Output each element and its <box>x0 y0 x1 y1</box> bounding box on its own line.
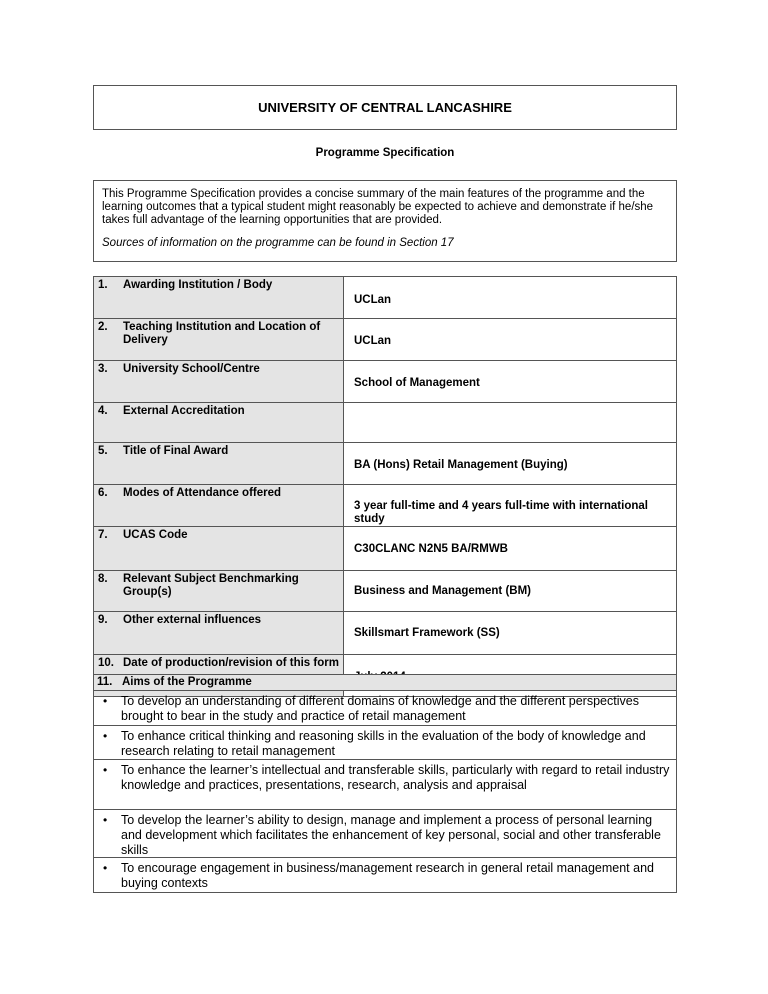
table-row <box>94 527 677 571</box>
table-row <box>94 361 677 403</box>
row-label: Awarding Institution / Body <box>123 279 273 291</box>
specification-table <box>93 276 677 697</box>
row-number: 4. <box>98 405 108 417</box>
intro-box <box>93 180 677 262</box>
aim-text: To develop an understanding of different domains of knowledge and the different perspectives brought to bear in the study and practice of retail management <box>121 694 639 723</box>
row-label: External Accreditation <box>123 405 245 417</box>
row-number: 8. <box>98 573 108 585</box>
table-row <box>94 443 677 485</box>
aim-text: To develop the learner’s ability to design, manage and implement a process of personal learning and development which facilitates the enhancement of key personal, social and other transferable skills <box>121 813 661 857</box>
row-label: Other external influences <box>123 614 262 626</box>
row-number: 9. <box>98 614 108 626</box>
document-title-box <box>93 85 677 130</box>
document-title: UNIVERSITY OF CENTRAL LANCASHIRE <box>258 100 512 115</box>
row-label: Relevant Subject Benchmarking Group(s) <box>123 573 299 598</box>
row-label: UCAS Code <box>123 529 188 541</box>
document-subtitle: Programme Specification <box>315 147 455 159</box>
list-item <box>93 810 677 858</box>
aim-text: To enhance critical thinking and reasoning skills in the evaluation of the body of knowledge and research relating to retail management <box>121 729 646 758</box>
aims-list <box>93 691 677 893</box>
row-number: 1. <box>98 279 108 291</box>
row-number: 6. <box>98 487 108 499</box>
aim-text: To encourage engagement in business/management research in general retail management and buying contexts <box>121 861 654 890</box>
table-row <box>94 403 677 443</box>
row-label: Modes of Attendance offered <box>123 487 282 499</box>
table-row <box>94 571 677 612</box>
row-value: C30CLANC N2N5 BA/RMWB <box>354 543 508 555</box>
row-number: 11. <box>97 676 113 688</box>
row-value: Skillsmart Framework (SS) <box>354 627 500 639</box>
row-label: Title of Final Award <box>123 445 229 457</box>
row-value: UCLan <box>354 294 392 306</box>
aims-title: Aims of the Programme <box>122 676 252 688</box>
row-value: UCLan <box>354 335 392 347</box>
row-number: 3. <box>98 363 108 375</box>
bullet-icon: • <box>103 813 108 827</box>
list-item <box>93 858 677 893</box>
aims-heading <box>97 676 252 689</box>
row-number: 10. <box>98 657 114 669</box>
row-label: University School/Centre <box>123 363 260 375</box>
row-number: 5. <box>98 445 108 457</box>
row-value: 3 year full-time and 4 years full-time with international study <box>354 500 648 525</box>
row-number: 7. <box>98 529 108 541</box>
row-value: Business and Management (BM) <box>354 585 531 597</box>
sources-note: Sources of information on the programme can be found in Section 17 <box>102 237 454 249</box>
bullet-icon: • <box>103 729 108 743</box>
aim-text: To enhance the learner’s intellectual and transferable skills, particularly with regard to retail industry knowledge and practices, presentations, research, analysis and appraisal <box>121 763 670 792</box>
bullet-icon: • <box>103 861 108 875</box>
bullet-icon: • <box>103 694 108 708</box>
bullet-icon: • <box>103 763 108 777</box>
list-item <box>93 726 677 760</box>
list-item <box>93 760 677 810</box>
row-value: BA (Hons) Retail Management (Buying) <box>354 459 568 471</box>
row-value: School of Management <box>354 377 480 389</box>
intro-text: This Programme Specification provides a concise summary of the main features of the programme and the learning outcomes that a typical student might reasonably be expected to achieve and demonstrate if he/she takes full advantage of the learning opportunities that are provided. <box>102 188 654 226</box>
table-row <box>94 319 677 361</box>
row-label: Date of production/revision of this form <box>123 657 339 669</box>
table-row <box>94 612 677 655</box>
table-row <box>94 277 677 319</box>
row-label: Teaching Institution and Location of Delivery <box>123 321 321 346</box>
table-row <box>94 485 677 527</box>
row-number: 2. <box>98 321 108 333</box>
list-item <box>93 691 677 726</box>
